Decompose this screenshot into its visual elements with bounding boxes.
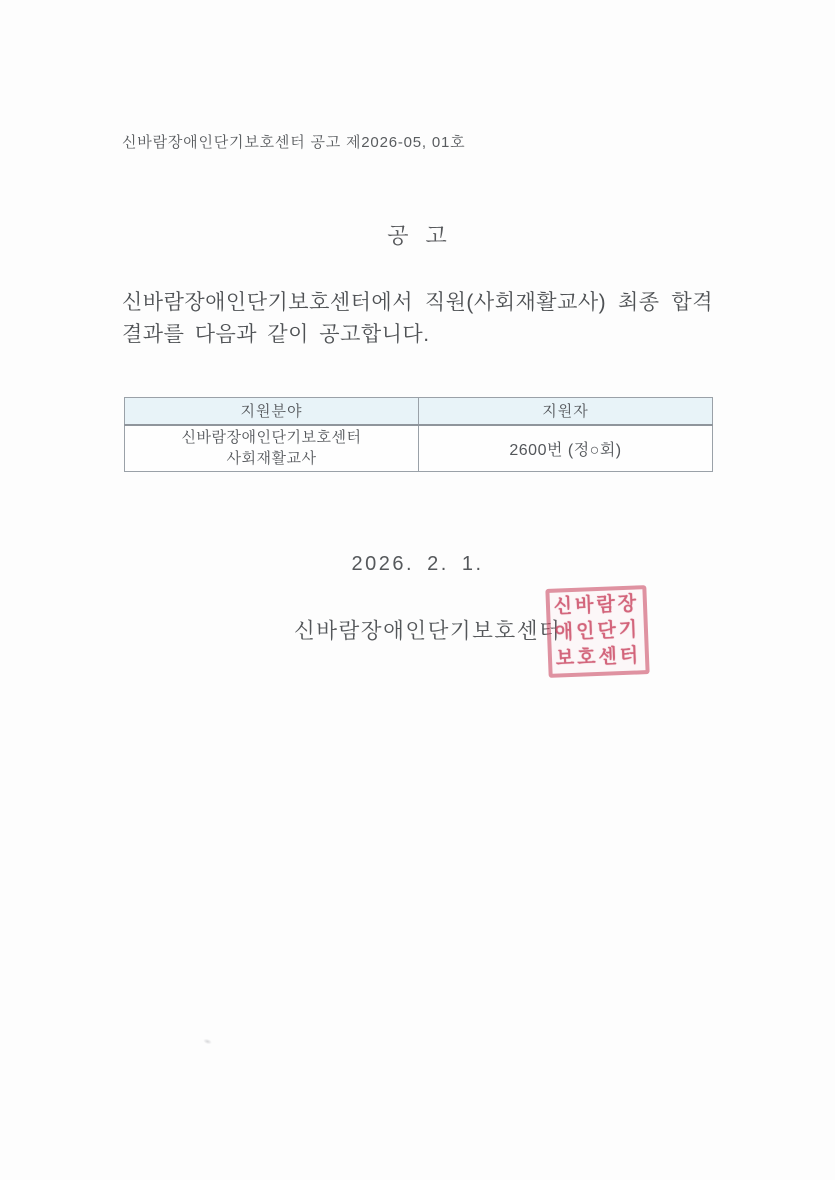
- page-title: 공 고: [387, 223, 448, 248]
- applicant-result-table: [124, 397, 713, 472]
- doc-number-line: 신바람장애인단기보호센터 공고 제2026-05, 01호: [122, 134, 466, 151]
- announcement-date: 2026. 2. 1.: [351, 553, 484, 575]
- table-header-row: [125, 398, 713, 425]
- table-header-applicant: 지원자: [419, 398, 713, 425]
- table-row: [125, 425, 713, 472]
- table-header-field: 지원분야: [125, 398, 419, 425]
- body-paragraph: [122, 287, 713, 351]
- table-cell-applicant: 2600번 (정○회): [419, 425, 713, 472]
- issuer-name: 신바람장애인단기보호센터: [294, 619, 562, 643]
- field-line-2: 사회재활교사: [226, 450, 317, 468]
- stamp-row-3: 보호센터: [555, 644, 642, 670]
- body-line-2: 결과를 다음과 같이 공고합니다.: [122, 323, 430, 346]
- official-seal-stamp: [545, 585, 649, 678]
- field-line-1: 신바람장애인단기보호센터: [181, 429, 362, 447]
- table-cell-field: [125, 425, 419, 472]
- scan-smudge-artifact: [202, 1038, 212, 1046]
- body-line-1: 신바람장애인단기보호센터에서 직원(사회재활교사) 최종 합격: [122, 291, 713, 314]
- stamp-row-2: 애인단기: [554, 618, 641, 645]
- stamp-row-1: 신바람장: [553, 593, 640, 619]
